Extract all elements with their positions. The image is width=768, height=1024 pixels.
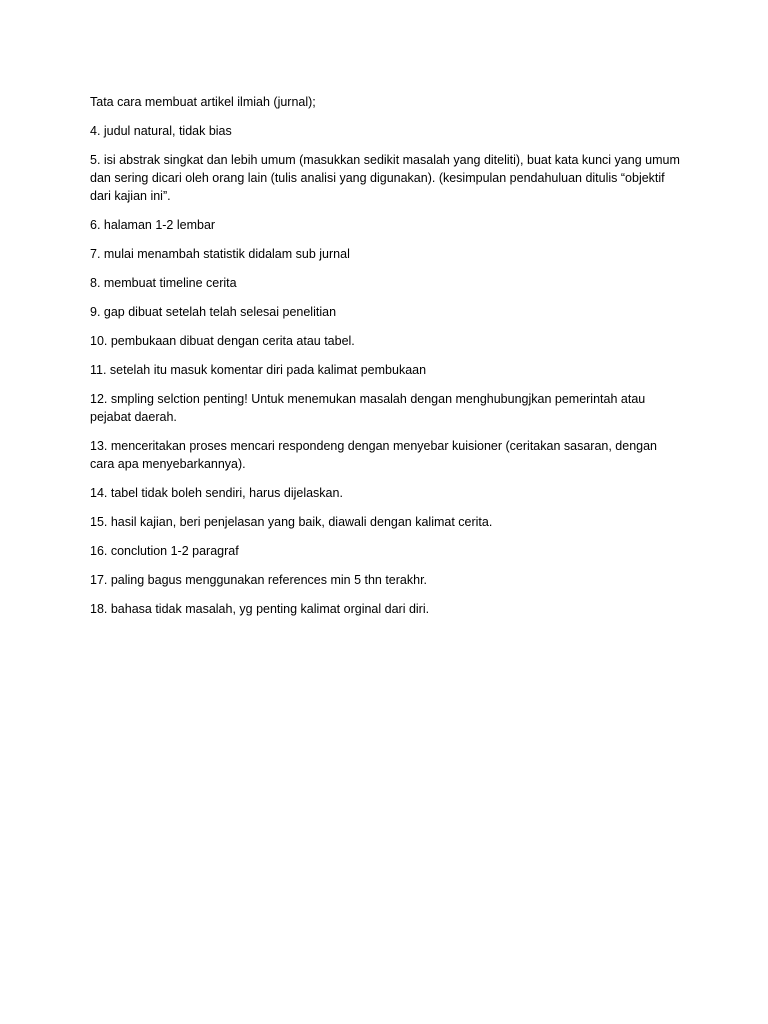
list-item: 13. menceritakan proses mencari respondeng dengan menyebar kuisioner (ceritakan sasaran, dengan cara apa menyebarkannya). bbox=[90, 439, 658, 471]
list-item: 5. isi abstrak singkat dan lebih umum (masukkan sedikit masalah yang diteliti), buat kata kunci yang umum dan sering dicari oleh orang lain (tulis analisi yang digunakan). (kesimpulan pendahuluan ditulis “objektif dari kajian ini”. bbox=[90, 153, 680, 203]
list-item: 6. halaman 1-2 lembar bbox=[90, 218, 216, 232]
list-item: 16. conclution 1-2 paragraf bbox=[90, 544, 239, 558]
list-item: 7. mulai menambah statistik didalam sub jurnal bbox=[90, 247, 350, 261]
list-item: 4. judul natural, tidak bias bbox=[90, 124, 232, 138]
document-body bbox=[90, 93, 680, 629]
list-item: 17. paling bagus menggunakan references min 5 thn terakhr. bbox=[90, 573, 428, 587]
list-item: 12. smpling selction penting! Untuk menemukan masalah dengan menghubungjkan pemerintah atau pejabat daerah. bbox=[90, 392, 646, 424]
list-item: 14. tabel tidak boleh sendiri, harus dijelaskan. bbox=[90, 486, 343, 500]
list-item: 9. gap dibuat setelah telah selesai penelitian bbox=[90, 305, 337, 319]
list-item: 11. setelah itu masuk komentar diri pada kalimat pembukaan bbox=[90, 363, 427, 377]
list-item: 18. bahasa tidak masalah, yg penting kalimat orginal dari diri. bbox=[90, 602, 430, 616]
document-title: Tata cara membuat artikel ilmiah (jurnal); bbox=[90, 95, 316, 109]
list-item: 8. membuat timeline cerita bbox=[90, 276, 237, 290]
list-item: 10. pembukaan dibuat dengan cerita atau tabel. bbox=[90, 334, 355, 348]
list-item: 15. hasil kajian, beri penjelasan yang baik, diawali dengan kalimat cerita. bbox=[90, 515, 493, 529]
